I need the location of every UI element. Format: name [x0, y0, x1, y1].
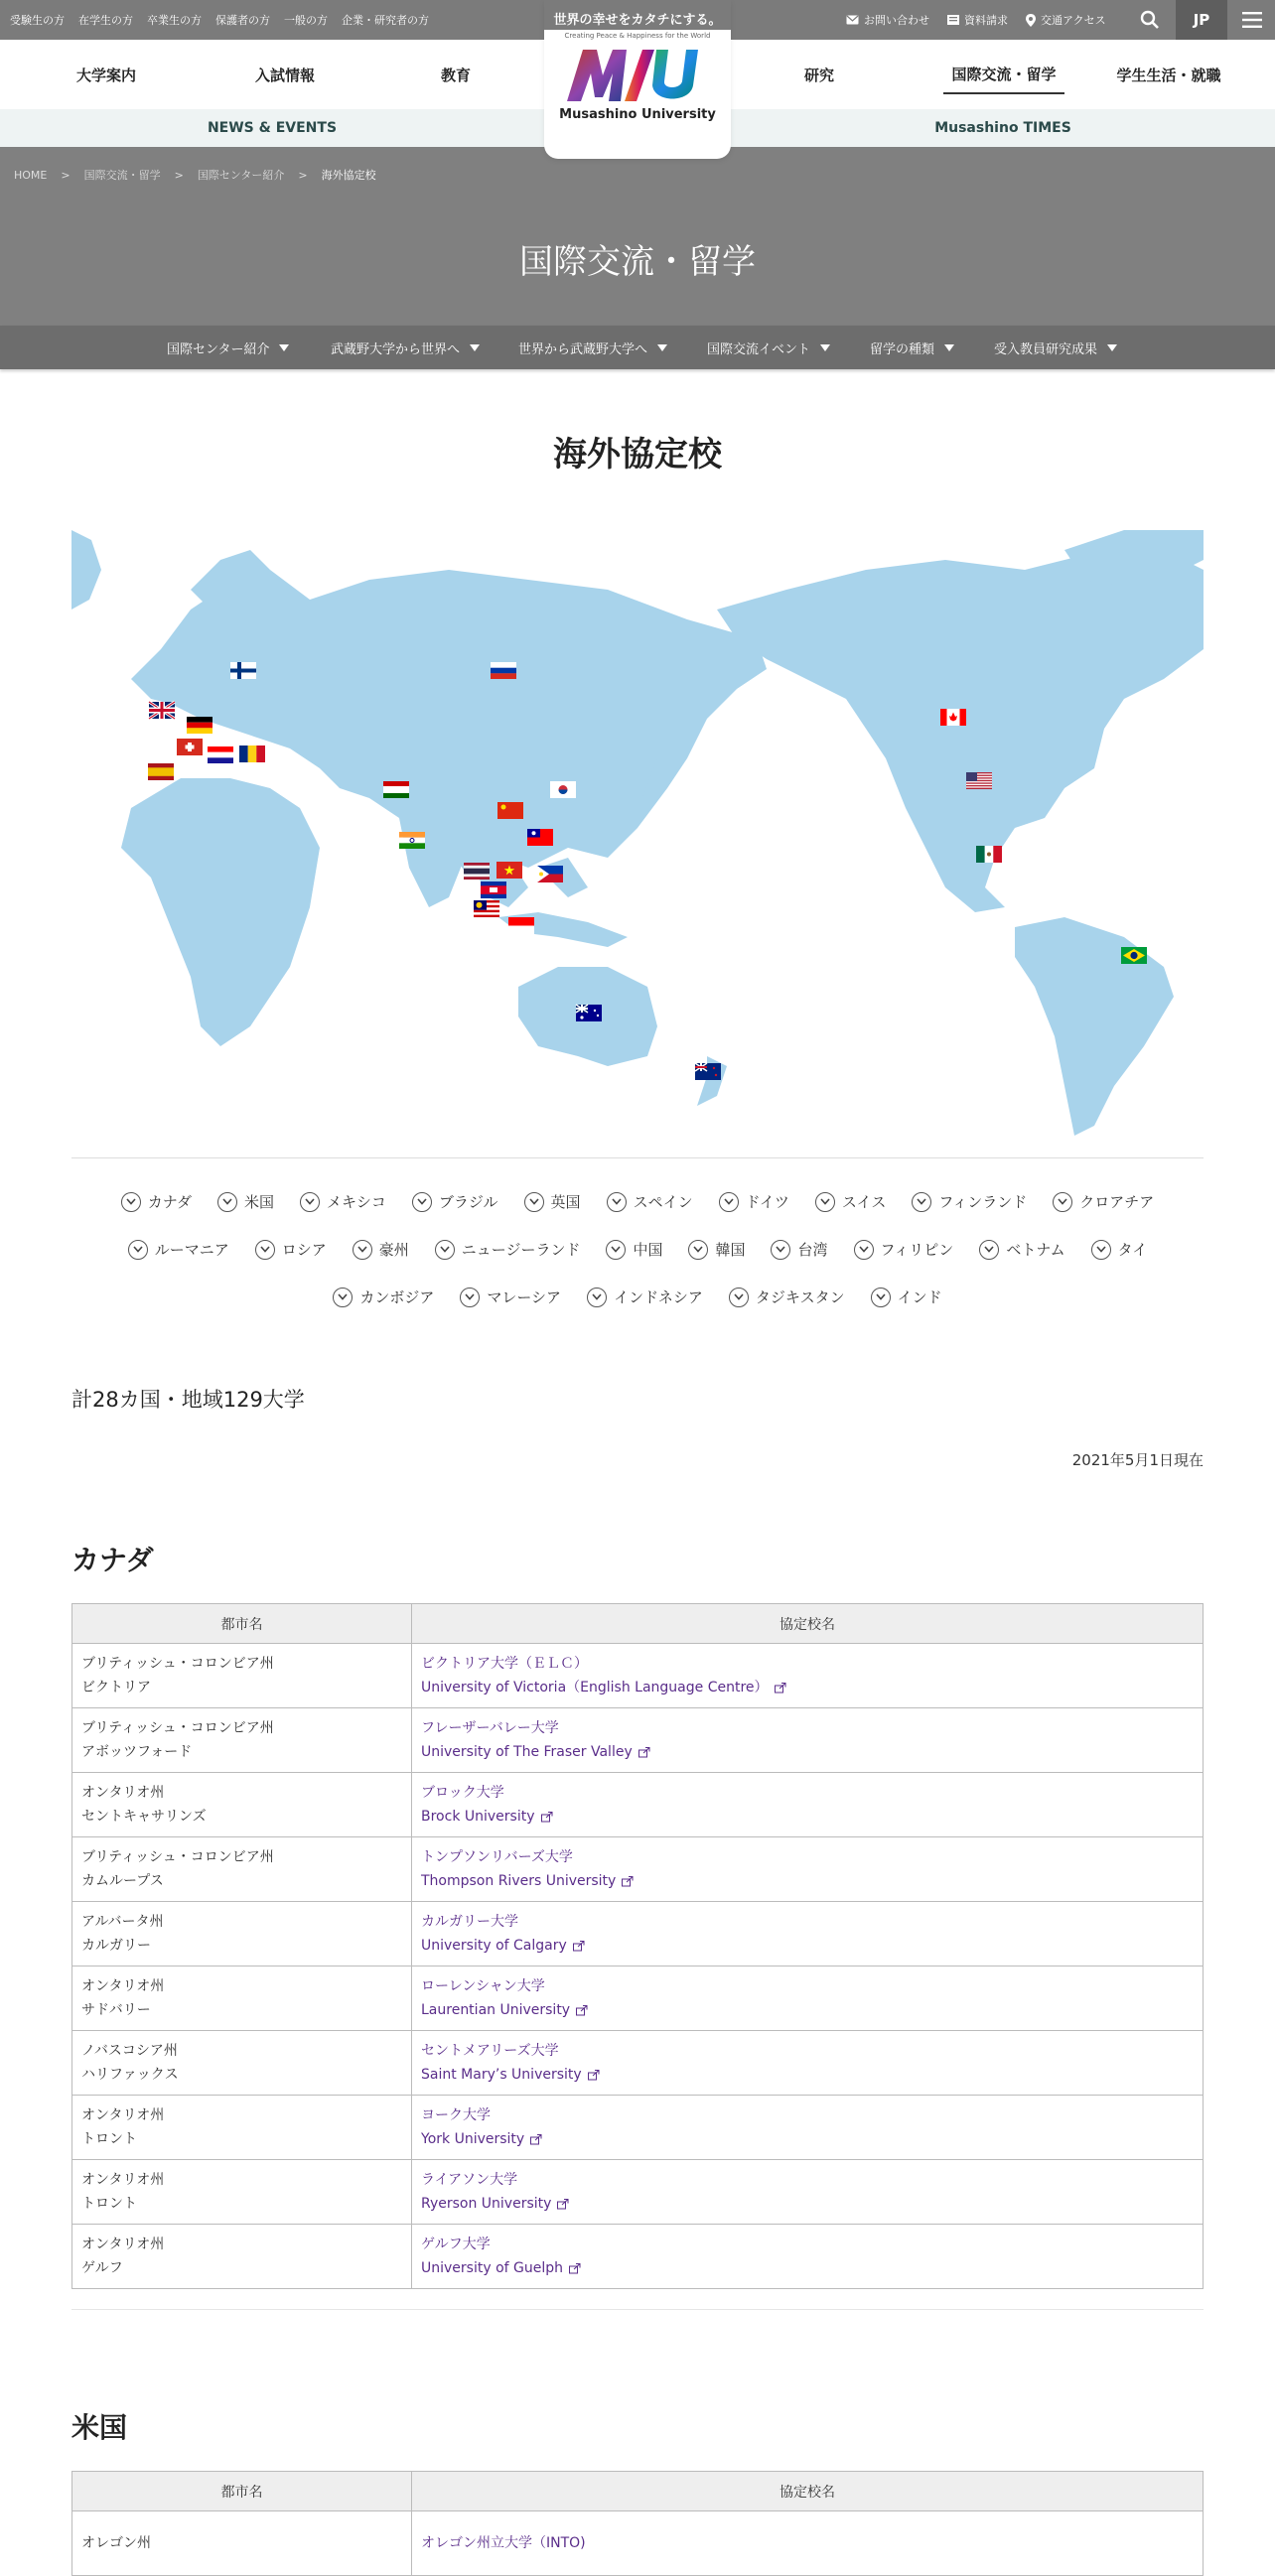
country-label: 中国 [633, 1241, 663, 1259]
external-link-icon [569, 2263, 581, 2274]
secnav-study-types-label: 留学の種類 [870, 341, 935, 357]
chevron-down-circle-icon [606, 1240, 626, 1260]
school-name-en-link[interactable]: University of Guelph [421, 2260, 564, 2276]
flag-australia-icon [576, 1005, 602, 1021]
breadcrumb-separator: > [174, 168, 184, 182]
logo-tagline-en: Creating Peace & Happiness for the World [564, 32, 711, 40]
audience-link-parents[interactable]: 保護者の方 [215, 14, 270, 27]
chevron-down-circle-icon [217, 1192, 237, 1212]
partner-table-usa [71, 2471, 1204, 2576]
region-text: オンタリオ州 [81, 1978, 165, 1994]
country-link-vietnam[interactable] [979, 1239, 1064, 1260]
map-divider [71, 1157, 1204, 1158]
partner-world-map [71, 530, 1204, 1136]
country-label: ロシア [281, 1241, 327, 1259]
country-link-philippines[interactable] [854, 1239, 954, 1260]
country-link-russia[interactable] [255, 1239, 327, 1260]
caret-down-icon [470, 344, 480, 351]
table-row [72, 2225, 1204, 2289]
logo-tagline-ja: 世界の幸せをカタチにする。 [553, 13, 722, 28]
nav-international-label: 国際交流・留学 [943, 56, 1063, 94]
region-text: アルバータ州 [81, 1914, 164, 1930]
flag-korea-icon [550, 781, 576, 798]
school-name-ja-link[interactable]: オレゴン州立大学（INTO) [421, 2535, 586, 2551]
table-row [72, 2511, 1204, 2576]
country-label: タイ [1117, 1241, 1148, 1259]
flag-croatia-icon [208, 746, 233, 763]
country-label: 英国 [550, 1193, 581, 1211]
chevron-down-circle-icon [333, 1288, 353, 1307]
section-heading-canada: カナダ [71, 1544, 154, 1576]
school-cell [412, 2031, 1204, 2096]
flag-cambodia-icon [481, 881, 506, 898]
chevron-down-circle-icon [460, 1288, 480, 1307]
document-icon [947, 14, 959, 26]
breadcrumb-current: 海外協定校 [321, 169, 376, 182]
country-link-brazil[interactable] [412, 1191, 498, 1212]
secnav-outbound-label: 武蔵野大学から世界へ [331, 341, 461, 357]
school-name-en-link[interactable]: Laurentian University [421, 2002, 571, 2018]
audience-link-general[interactable]: 一般の方 [284, 14, 328, 27]
flag-uk-icon [149, 702, 175, 719]
country-label: ブラジル [438, 1193, 498, 1211]
caret-down-icon [657, 344, 667, 351]
school-name-en-link[interactable]: University of The Fraser Valley [421, 1744, 633, 1760]
city-text: ビクトリア [81, 1680, 151, 1695]
city-cell [72, 1708, 412, 1773]
country-link-mexico[interactable] [300, 1191, 386, 1212]
country-link-australia[interactable] [353, 1239, 409, 1260]
school-cell [412, 1773, 1204, 1837]
region-text: オンタリオ州 [81, 2237, 165, 2252]
table-row [72, 2160, 1204, 2225]
table-row [72, 2031, 1204, 2096]
chevron-down-circle-icon [255, 1240, 275, 1260]
country-link-china[interactable] [606, 1239, 662, 1260]
country-label: カンボジア [359, 1288, 435, 1306]
city-cell [72, 1773, 412, 1837]
external-link-icon [573, 1941, 585, 1952]
school-name-en-link[interactable]: Ryerson University [421, 2196, 552, 2212]
school-name-en-link[interactable]: University of Victoria（English Language Centre） [421, 1680, 769, 1695]
hamburger-menu-button[interactable] [1229, 0, 1275, 40]
school-name-ja-link[interactable]: ヨーク大学 [421, 2107, 491, 2123]
country-link-cambodia[interactable] [333, 1287, 434, 1307]
page-title: 海外協定校 [553, 435, 722, 475]
school-cell [412, 1644, 1204, 1708]
column-header-city: 都市名 [72, 1604, 412, 1644]
country-label: メキシコ [327, 1193, 386, 1211]
country-label: スペイン [633, 1193, 693, 1211]
school-name-ja-link[interactable]: トンプソンリバーズ大学 [421, 1849, 573, 1865]
country-link-usa[interactable] [217, 1191, 274, 1212]
secnav-faculty-research-label: 受入教員研究成果 [994, 341, 1098, 357]
city-text: トロント [81, 2131, 137, 2147]
chevron-down-circle-icon [729, 1288, 749, 1307]
city-text: サドバリー [81, 2002, 151, 2018]
search-button[interactable] [1128, 0, 1172, 40]
school-name-en-link[interactable]: Brock University [421, 1809, 535, 1825]
country-label: 豪州 [378, 1241, 409, 1259]
audience-link-applicants[interactable]: 受験生の方 [10, 14, 65, 27]
country-label: 台湾 [797, 1241, 828, 1259]
city-cell [72, 2511, 412, 2576]
flag-new-zealand-icon [695, 1063, 721, 1080]
chevron-down-circle-icon [128, 1240, 148, 1260]
flag-philippines-icon [537, 866, 563, 882]
table-row [72, 1902, 1204, 1966]
school-cell [412, 1966, 1204, 2031]
region-text: オンタリオ州 [81, 2172, 165, 2188]
country-label: 韓国 [715, 1241, 746, 1259]
flag-spain-icon [148, 763, 174, 780]
city-cell [72, 2031, 412, 2096]
external-link-icon [576, 2005, 588, 2016]
secnav-center-label: 国際センター紹介 [167, 341, 270, 357]
country-label: ベトナム [1006, 1241, 1065, 1259]
flag-usa-icon [966, 772, 992, 789]
region-text: オレゴン州 [81, 2535, 151, 2551]
country-label: マレーシア [487, 1288, 562, 1306]
country-filter-row-3 [71, 1287, 1204, 1307]
flag-india-icon [399, 832, 425, 849]
mu-logo-mark [563, 46, 712, 103]
region-text: オンタリオ州 [81, 2107, 165, 2123]
audience-link-business[interactable]: 企業・研究者の方 [342, 14, 429, 27]
school-name-ja-link[interactable]: ゲルフ大学 [421, 2237, 491, 2252]
logo-tagline [544, 0, 731, 30]
partner-table-canada [71, 1603, 1204, 2289]
nav-admissions[interactable]: 入試情報 [254, 66, 315, 84]
country-label: ニュージーランド [461, 1241, 581, 1259]
chevron-down-circle-icon [435, 1240, 455, 1260]
school-name-ja-link[interactable]: ライアソン大学 [421, 2172, 518, 2188]
country-link-taiwan[interactable] [771, 1239, 827, 1260]
world-landmass [71, 530, 1204, 1136]
country-link-india[interactable] [871, 1287, 942, 1307]
flag-romania-icon [239, 746, 265, 762]
school-name-ja-link[interactable]: フレーザーバレー大学 [421, 1720, 559, 1736]
flag-switzerland-icon [177, 739, 203, 755]
country-label: カナダ [147, 1193, 193, 1211]
flag-indonesia-icon [508, 917, 534, 934]
country-label: クロアチア [1079, 1193, 1155, 1211]
country-link-switzerland[interactable] [815, 1191, 887, 1212]
flag-germany-icon [187, 717, 212, 734]
chevron-down-circle-icon [688, 1240, 708, 1260]
city-text: セントキャサリンズ [81, 1809, 207, 1825]
language-button[interactable]: JP [1176, 0, 1227, 40]
table-row [72, 1644, 1204, 1708]
hamburger-icon [1242, 12, 1262, 28]
breadcrumb-international[interactable]: 国際交流・留学 [83, 169, 161, 182]
country-link-new-zealand[interactable] [435, 1239, 581, 1260]
external-link-icon [530, 2134, 542, 2145]
column-header-school: 協定校名 [412, 1604, 1204, 1644]
flag-vietnam-icon [496, 862, 522, 879]
flag-brazil-icon [1121, 947, 1147, 964]
table-row [72, 1966, 1204, 2031]
chevron-down-circle-icon [412, 1192, 432, 1212]
city-text: トロント [81, 2196, 137, 2212]
city-text: カルガリー [81, 1938, 151, 1954]
school-cell [412, 2225, 1204, 2289]
external-link-icon [588, 2070, 600, 2081]
external-link-icon [622, 1876, 634, 1887]
external-link-icon [541, 1812, 553, 1823]
school-name-ja-link[interactable]: カルガリー大学 [421, 1914, 518, 1930]
column-header-city: 都市名 [72, 2472, 412, 2511]
country-link-croatia[interactable] [1053, 1191, 1154, 1212]
city-cell [72, 2096, 412, 2160]
logo-university-name: Musashino University [559, 107, 716, 122]
contact-label: お問い合わせ [864, 14, 929, 27]
secnav-events[interactable] [707, 326, 830, 369]
city-cell [72, 2225, 412, 2289]
location-pin-icon [1026, 14, 1036, 27]
country-label: 米国 [244, 1193, 275, 1211]
country-label: フィンランド [938, 1193, 1028, 1211]
breadcrumb-separator: > [61, 168, 71, 182]
city-cell [72, 1966, 412, 2031]
nav-about[interactable]: 大学案内 [75, 66, 136, 84]
secnav-center[interactable] [167, 326, 289, 369]
city-cell [72, 1837, 412, 1902]
news-events-link[interactable]: NEWS & EVENTS [207, 120, 338, 136]
brochure-link[interactable] [947, 12, 1008, 28]
city-text: カムループス [81, 1873, 164, 1889]
country-label: スイス [841, 1193, 887, 1211]
school-cell [412, 1708, 1204, 1773]
table-row [72, 1773, 1204, 1837]
school-cell [412, 2511, 1204, 2576]
country-label: タジキスタン [755, 1288, 845, 1306]
chevron-down-circle-icon [719, 1192, 739, 1212]
school-cell [412, 1837, 1204, 1902]
chevron-down-circle-icon [979, 1240, 999, 1260]
nav-student-life[interactable]: 学生生活・就職 [1116, 66, 1221, 84]
chevron-down-circle-icon [912, 1192, 931, 1212]
region-text: ブリティッシュ・コロンビア州 [81, 1720, 274, 1736]
city-text: ゲルフ [81, 2260, 123, 2276]
chevron-down-circle-icon [815, 1192, 835, 1212]
page-hero [0, 147, 1275, 326]
audience-link-students[interactable]: 在学生の方 [78, 14, 133, 27]
caret-down-icon [1107, 344, 1117, 351]
country-link-thailand[interactable] [1091, 1239, 1148, 1260]
region-text: ブリティッシュ・コロンビア州 [81, 1849, 274, 1865]
country-link-tajikistan[interactable] [729, 1287, 845, 1307]
mail-icon [846, 15, 859, 25]
country-label: ルーマニア [154, 1241, 229, 1259]
nav-research[interactable]: 研究 [803, 66, 834, 84]
secnav-inbound-label: 世界から武蔵野大学へ [518, 341, 648, 357]
secnav-inbound[interactable] [518, 326, 667, 369]
city-cell [72, 1644, 412, 1708]
flag-mexico-icon [976, 846, 1002, 863]
secnav-study-types[interactable] [870, 326, 954, 369]
school-cell [412, 2160, 1204, 2225]
country-link-spain[interactable] [607, 1191, 693, 1212]
access-link[interactable] [1026, 12, 1106, 28]
chevron-down-circle-icon [1091, 1240, 1111, 1260]
flag-taiwan-icon [527, 829, 553, 846]
external-link-icon [638, 1747, 650, 1758]
chevron-down-circle-icon [524, 1192, 544, 1212]
school-name-ja-link[interactable]: ローレンシャン大学 [421, 1978, 545, 1994]
table-header-row [72, 2472, 1204, 2511]
country-label: フィリピン [880, 1241, 954, 1259]
hero-title: 国際交流・留学 [519, 242, 756, 282]
flag-russia-icon [491, 662, 516, 679]
country-link-korea[interactable] [688, 1239, 745, 1260]
table-row [72, 1708, 1204, 1773]
school-name-en-link[interactable]: Saint Mary’s University [421, 2067, 582, 2083]
audience-links [10, 0, 443, 40]
chevron-down-circle-icon [300, 1192, 320, 1212]
region-text: ノバスコシア州 [81, 2043, 178, 2059]
school-cell [412, 1902, 1204, 1966]
table-row [72, 1837, 1204, 1902]
chevron-down-circle-icon [587, 1288, 607, 1307]
table-header-row [72, 1604, 1204, 1644]
secnav-faculty-research[interactable] [994, 326, 1117, 369]
country-link-uk[interactable] [524, 1191, 581, 1212]
flag-tajikistan-icon [383, 781, 409, 798]
city-text: ハリファックス [81, 2067, 179, 2083]
country-label: インドネシア [614, 1288, 703, 1306]
access-label: 交通アクセス [1041, 14, 1106, 27]
caret-down-icon [944, 344, 954, 351]
section-heading-usa: 米国 [71, 2411, 128, 2444]
region-text: オンタリオ州 [81, 1785, 165, 1801]
flag-canada-icon [940, 709, 966, 726]
country-link-germany[interactable] [719, 1191, 789, 1212]
city-cell [72, 1902, 412, 1966]
school-name-ja-link[interactable]: セントメアリーズ大学 [421, 2043, 559, 2059]
nav-education[interactable]: 教育 [440, 66, 471, 84]
country-link-indonesia[interactable] [587, 1287, 703, 1307]
caret-down-icon [820, 344, 830, 351]
chevron-down-circle-icon [353, 1240, 372, 1260]
university-logo[interactable] [544, 0, 731, 159]
school-name-ja-link[interactable]: ビクトリア大学（ＥＬＣ） [421, 1656, 588, 1672]
section-divider [71, 2309, 1204, 2310]
external-link-icon [557, 2199, 569, 2210]
school-name-en-link[interactable]: York University [421, 2131, 525, 2147]
table-row [72, 2096, 1204, 2160]
country-link-finland[interactable] [912, 1191, 1027, 1212]
country-label: インド [897, 1288, 942, 1306]
breadcrumb-home[interactable]: HOME [14, 168, 48, 182]
region-text: ブリティッシュ・コロンビア州 [81, 1656, 274, 1672]
school-name-ja-link[interactable]: ブロック大学 [421, 1785, 504, 1801]
chevron-down-circle-icon [607, 1192, 627, 1212]
city-text: アボッツフォード [81, 1744, 193, 1760]
partner-total-count: 計28カ国・地域129大学 [71, 1388, 305, 1412]
column-header-school: 協定校名 [412, 2472, 1204, 2511]
breadcrumb [14, 167, 376, 183]
breadcrumb-separator: > [298, 168, 308, 182]
chevron-down-circle-icon [121, 1192, 141, 1212]
caret-down-icon [279, 344, 289, 351]
contact-link[interactable] [846, 12, 929, 28]
chevron-down-circle-icon [771, 1240, 790, 1260]
chevron-down-circle-icon [871, 1288, 891, 1307]
audience-link-alumni[interactable]: 卒業生の方 [147, 14, 202, 27]
school-name-en-link[interactable]: Thompson Rivers University [421, 1873, 617, 1889]
country-filter-row-2 [71, 1239, 1204, 1260]
country-link-romania[interactable] [128, 1239, 229, 1260]
country-link-malaysia[interactable] [460, 1287, 561, 1307]
city-cell [72, 2160, 412, 2225]
country-filter-row-1 [71, 1191, 1204, 1212]
search-icon [1140, 10, 1160, 30]
secnav-events-label: 国際交流イベント [707, 341, 811, 357]
as-of-date: 2021年5月1日現在 [1071, 1451, 1204, 1469]
flag-malaysia-icon [474, 900, 499, 917]
chevron-down-circle-icon [854, 1240, 874, 1260]
flag-thailand-icon [464, 863, 490, 880]
country-link-canada[interactable] [121, 1191, 192, 1212]
secnav-outbound[interactable] [331, 326, 480, 369]
flag-china-icon [497, 802, 523, 819]
school-cell [412, 2096, 1204, 2160]
musashino-times-link[interactable]: Musashino TIMES [934, 120, 1071, 136]
school-name-en-link[interactable]: University of Calgary [421, 1938, 567, 1954]
flag-finland-icon [230, 662, 256, 679]
brochure-label: 資料請求 [964, 14, 1008, 27]
country-label: ドイツ [745, 1193, 789, 1211]
section-navigation [0, 326, 1275, 369]
external-link-icon [775, 1683, 786, 1694]
chevron-down-circle-icon [1053, 1192, 1072, 1212]
breadcrumb-center[interactable]: 国際センター紹介 [197, 169, 285, 182]
